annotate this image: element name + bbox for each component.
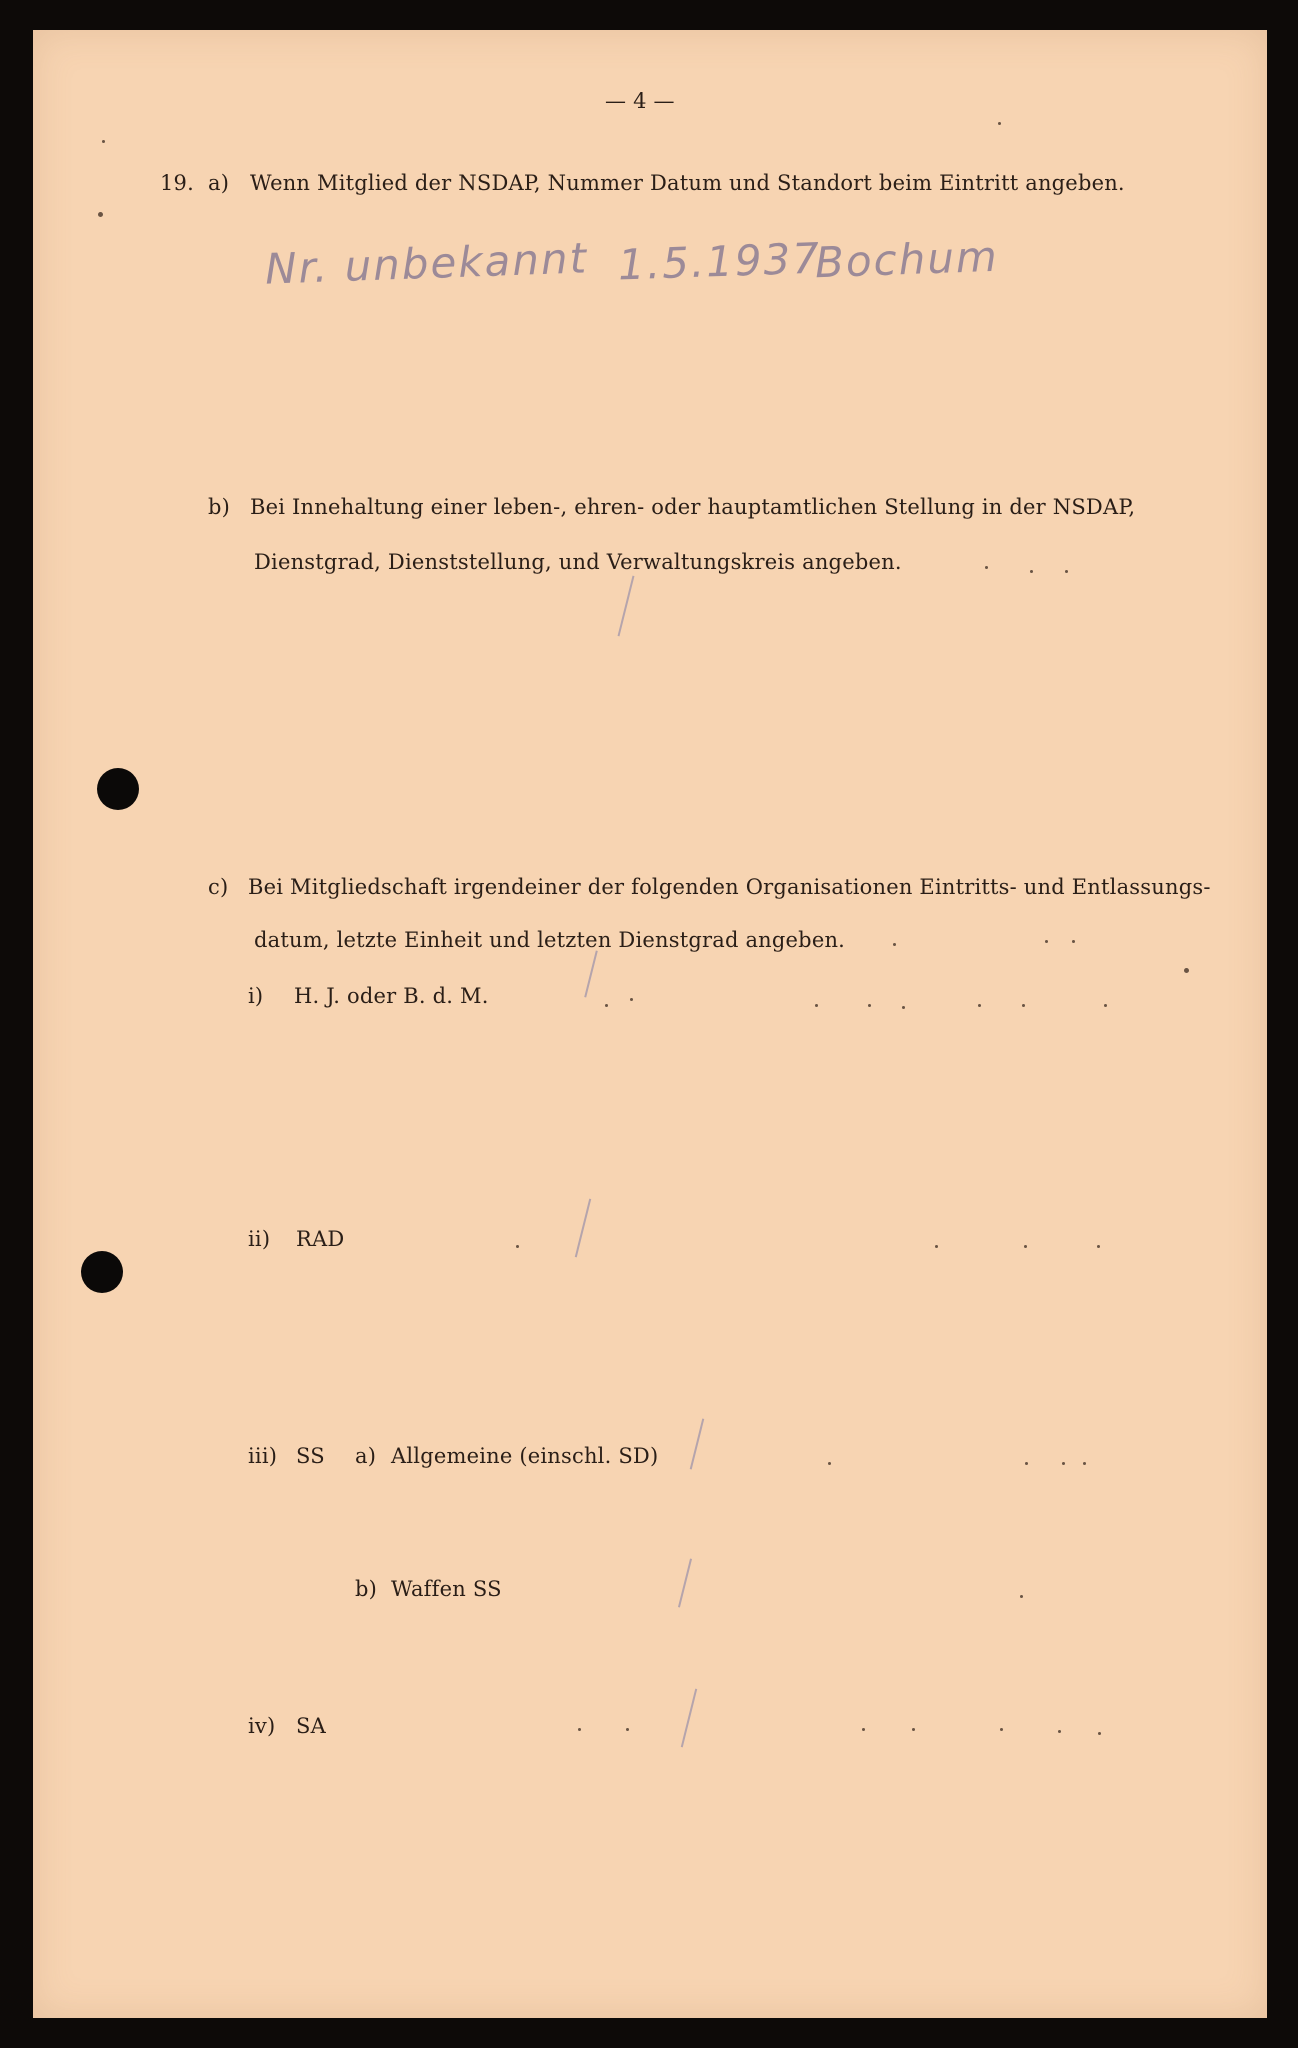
speck [935, 1245, 938, 1248]
page-number: — 4 — [605, 89, 675, 113]
item-iv-marker: iv) [248, 1714, 276, 1738]
speck [605, 1004, 608, 1007]
speck [815, 1004, 818, 1007]
item-ii-label: RAD [296, 1227, 345, 1251]
speck [1062, 1462, 1065, 1465]
form-page [33, 30, 1267, 2018]
speck [893, 943, 896, 946]
item-iii-marker: iii) [248, 1444, 278, 1468]
speck [1065, 570, 1068, 573]
question-b-marker: b) [208, 495, 231, 519]
question-c-marker: c) [208, 875, 229, 899]
speck [1184, 968, 1189, 973]
question-a-text: Wenn Mitglied der NSDAP, Nummer Datum und Standort beim Eintritt angeben. [250, 171, 1125, 195]
speck [998, 122, 1001, 125]
speck [912, 1728, 915, 1731]
speck [1097, 1245, 1100, 1248]
handwritten-place: Bochum [814, 231, 1000, 288]
item-iii-a-marker: a) [355, 1444, 377, 1468]
speck [978, 1004, 981, 1007]
handwritten-party-number: Nr. unbekannt [264, 233, 589, 294]
item-iii-b-marker: b) [355, 1577, 378, 1601]
question-b-line2: Dienstgrad, Dienststellung, und Verwaltungskreis angeben. [254, 550, 902, 574]
speck [1020, 1595, 1023, 1598]
speck [1083, 1462, 1086, 1465]
item-i-marker: i) [248, 984, 264, 1008]
item-iii-b-label: Waffen SS [391, 1577, 502, 1601]
punch-hole-upper [97, 768, 139, 810]
question-number: 19. [160, 171, 194, 195]
item-iv-label: SA [296, 1714, 326, 1738]
punch-hole-lower [81, 1251, 123, 1293]
speck [1025, 1462, 1028, 1465]
speck [1030, 570, 1033, 573]
item-iii-label: SS [296, 1444, 325, 1468]
question-b-line1: Bei Innehaltung einer leben-, ehren- oder hauptamtlichen Stellung in der NSDAP, [250, 495, 1136, 519]
item-i-label: H. J. oder B. d. M. [294, 984, 489, 1008]
question-c-line2: datum, letzte Einheit und letzten Dienstgrad angeben. [254, 928, 846, 952]
speck [1022, 1004, 1025, 1007]
speck [828, 1462, 831, 1465]
speck [516, 1245, 519, 1248]
speck [1000, 1728, 1003, 1731]
speck [630, 998, 633, 1001]
speck [1045, 940, 1048, 943]
item-ii-marker: ii) [248, 1227, 271, 1251]
speck [626, 1728, 629, 1731]
item-iii-a-label: Allgemeine (einschl. SD) [391, 1444, 659, 1468]
speck [98, 212, 103, 217]
speck [1104, 1004, 1107, 1007]
speck [102, 140, 105, 143]
speck [985, 566, 988, 569]
speck [902, 1006, 905, 1009]
speck [578, 1728, 581, 1731]
speck [862, 1728, 865, 1731]
speck [1072, 940, 1075, 943]
speck [1058, 1730, 1061, 1733]
speck [1024, 1245, 1027, 1248]
speck [868, 1004, 871, 1007]
speck [1098, 1732, 1101, 1735]
handwritten-entry-date: 1.5.1937 [617, 233, 822, 290]
question-c-line1: Bei Mitgliedschaft irgendeiner der folgenden Organisationen Eintritts- und Entlassungs- [248, 875, 1211, 899]
question-a-marker: a) [208, 171, 230, 195]
